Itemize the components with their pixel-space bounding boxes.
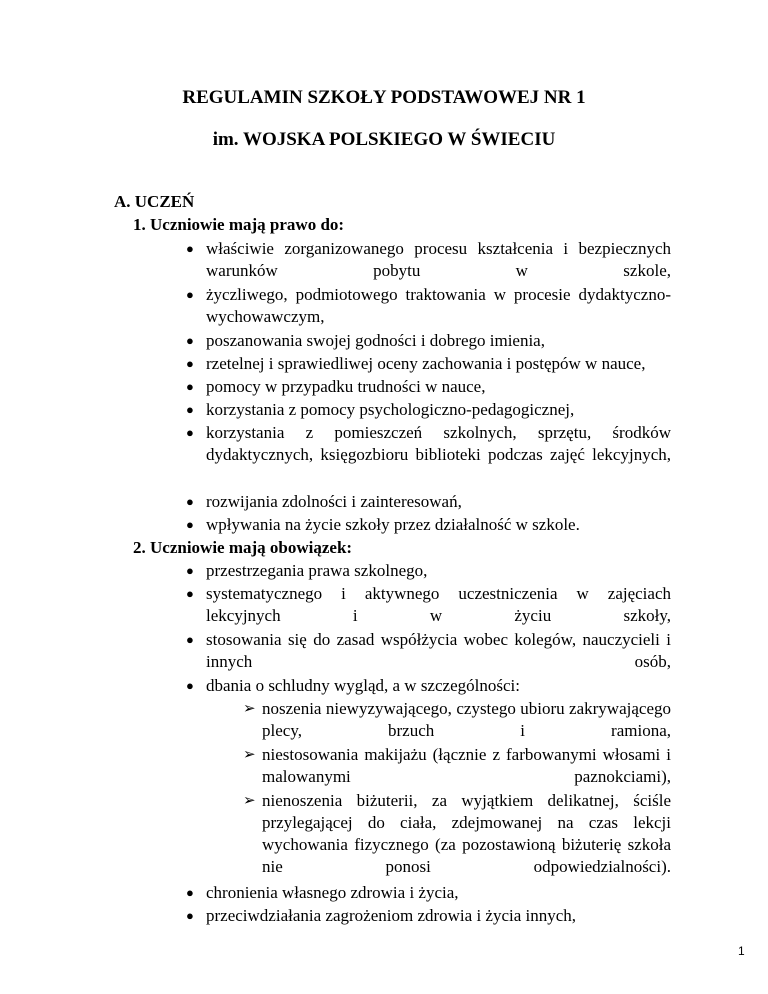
list-item-text: systematycznego i aktywnego uczestniczenia w zajęciach lekcyjnych i w życiu szkoły,: [206, 584, 671, 625]
list-item-text: pomocy w przypadku trudności w nauce,: [206, 377, 486, 396]
bullet-icon: ●: [186, 494, 194, 509]
bullet-icon: ●: [186, 379, 194, 394]
list-item-text: właściwie zorganizowanego procesu kształcenia i bezpiecznych warunków pobytu w szkole,: [206, 239, 671, 280]
document-subtitle: im. WOJSKA POLSKIEGO W ŚWIECIU: [212, 129, 556, 150]
sublist-item-text: niestosowania makijażu (łącznie z farbowanymi włosami i malowanymi paznokciami),: [262, 745, 671, 786]
bullet-icon: ●: [186, 885, 194, 900]
list-item-text: korzystania z pomieszczeń szkolnych, sprzętu, środków dydaktycznych, księgozbioru biblioteki podczas zajęć lekcyjnych,: [206, 423, 671, 464]
rights-heading: 1. Uczniowie mają prawo do:: [133, 215, 345, 234]
arrow-bullet-icon: ➢: [243, 793, 256, 809]
bullet-icon: ●: [186, 241, 194, 256]
bullet-icon: ●: [186, 678, 194, 693]
bullet-icon: ●: [186, 402, 194, 417]
list-item-text: rozwijania zdolności i zainteresowań,: [206, 492, 462, 511]
bullet-icon: ●: [186, 517, 194, 532]
duties-heading: 2. Uczniowie mają obowiązek:: [133, 538, 353, 557]
bullet-icon: ●: [186, 356, 194, 371]
sublist-item-text: noszenia niewyzywającego, czystego ubioru zakrywającego plecy, brzuch i ramiona,: [262, 699, 671, 740]
bullet-icon: ●: [186, 908, 194, 923]
section-heading: A. UCZEŃ: [114, 192, 195, 211]
list-item-text: przestrzegania prawa szkolnego,: [206, 561, 428, 580]
sublist-item-text: nienoszenia biżuterii, za wyjątkiem delikatnej, ściśle przylegającej do ciała, zdejmowanej na czas lekcji wychowania fizycznego (za pozostawioną biżuterię szkoła nie ponosi odpowiedzialności).: [262, 791, 671, 876]
bullet-icon: ●: [186, 333, 194, 348]
bullet-icon: ●: [186, 632, 194, 647]
list-item-text: dbania o schludny wygląd, a w szczególności:: [206, 676, 520, 695]
page-number: 1: [738, 944, 745, 958]
document-title: REGULAMIN SZKOŁY PODSTAWOWEJ NR 1: [182, 87, 586, 108]
list-item-text: chronienia własnego zdrowia i życia,: [206, 883, 459, 902]
list-item-text: życzliwego, podmiotowego traktowania w procesie dydaktyczno-wychowawczym,: [206, 285, 671, 326]
list-item-text: korzystania z pomocy psychologiczno-pedagogicznej,: [206, 400, 575, 419]
bullet-icon: ●: [186, 586, 194, 601]
bullet-icon: ●: [186, 563, 194, 578]
arrow-bullet-icon: ➢: [243, 747, 256, 763]
list-item-text: stosowania się do zasad współżycia wobec kolegów, nauczycieli i innych osób,: [206, 630, 671, 671]
bullet-icon: ●: [186, 425, 194, 440]
list-item-text: przeciwdziałania zagrożeniom zdrowia i życia innych,: [206, 906, 577, 925]
bullet-icon: ●: [186, 287, 194, 302]
list-item-text: wpływania na życie szkoły przez działalność w szkole.: [206, 515, 580, 534]
arrow-bullet-icon: ➢: [243, 701, 256, 717]
list-item-text: rzetelnej i sprawiedliwej oceny zachowania i postępów w nauce,: [206, 354, 646, 373]
list-item-text: poszanowania swojej godności i dobrego imienia,: [206, 331, 545, 350]
